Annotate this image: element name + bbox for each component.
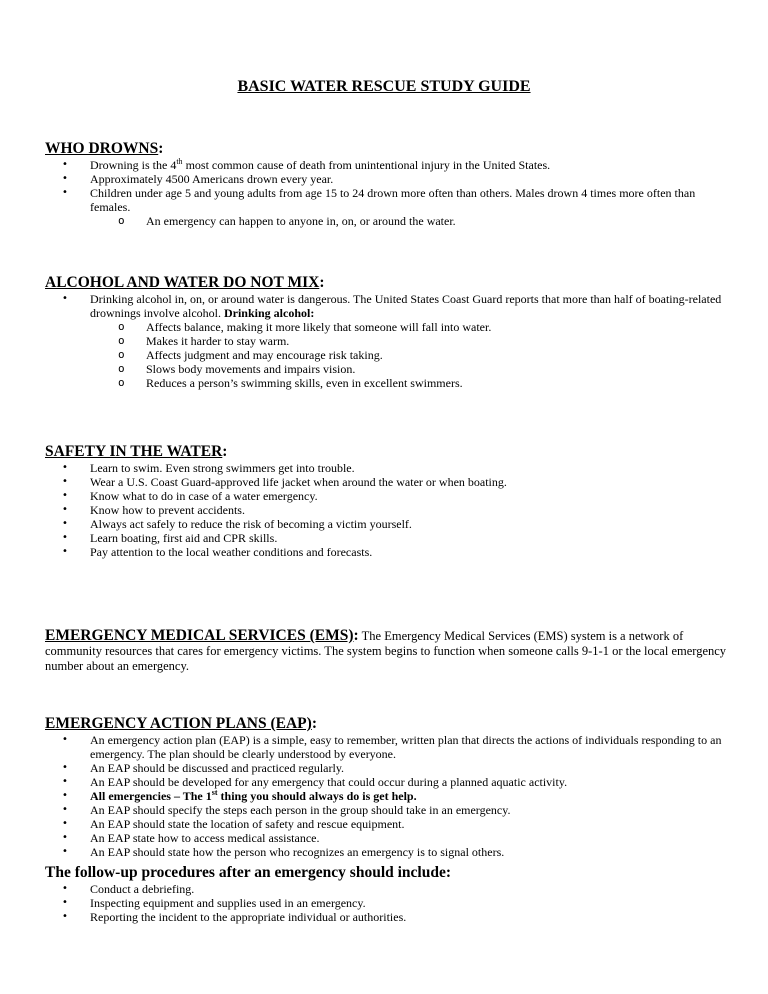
list-item: • An EAP should state how the person who recognizes an emergency is to signal others. (62, 845, 722, 859)
section-heading-ems: EMERGENCY MEDICAL SERVICES (EMS): (45, 627, 359, 644)
list-item: • Conduct a debriefing. (62, 882, 722, 896)
list-item: • All emergencies – The 1st thing you should always do is get help. (62, 789, 722, 803)
ems-description: The Emergency Medical Services (EMS) system is a network of community resources that cares for emergency victims. The system begins to function when someone calls 9-1-1 or the local emergency number about an emergency. (45, 629, 727, 673)
sub-list (90, 320, 722, 390)
followup-list (62, 882, 722, 924)
sub-list-item: o Slows body movements and impairs vision. (90, 362, 722, 376)
ems-paragraph (45, 628, 735, 674)
sub-list-item: o Affects judgment and may encourage risk taking. (90, 348, 722, 362)
sub-list-item: o An emergency can happen to anyone in, on, or around the water. (90, 214, 722, 228)
section-heading-alcohol: ALCOHOL AND WATER DO NOT MIX: (45, 274, 325, 291)
section-heading-followup: The follow-up procedures after an emergency should include: (45, 864, 452, 881)
list-item: • An EAP should specify the steps each person in the group should take in an emergency. (62, 803, 722, 817)
list-item: • Children under age 5 and young adults from age 15 to 24 drown more often than others. Males drown 4 times more often than females. o An emergency can happen to anyone in, on, or around the water. (62, 186, 722, 228)
section-heading-safety: SAFETY IN THE WATER: (45, 443, 228, 460)
list-item: • An emergency action plan (EAP) is a simple, easy to remember, written plan that directs the actions of individuals responding to an emergency. The plan should be clearly understood by everyone. (62, 733, 722, 761)
section-heading-who-drowns: WHO DROWNS: (45, 140, 164, 157)
eap-list (62, 733, 722, 859)
list-item: • Always act safely to reduce the risk of becoming a victim yourself. (62, 517, 722, 531)
list-item: • An EAP should be developed for any emergency that could occur during a planned aquatic activity. (62, 775, 722, 789)
list-item: • Know what to do in case of a water emergency. (62, 489, 722, 503)
list-item: • Inspecting equipment and supplies used in an emergency. (62, 896, 722, 910)
sub-list-item: o Makes it harder to stay warm. (90, 334, 722, 348)
list-item: • Learn to swim. Even strong swimmers get into trouble. (62, 461, 722, 475)
section-heading-eap: EMERGENCY ACTION PLANS (EAP): (45, 715, 317, 732)
list-item: • Pay attention to the local weather conditions and forecasts. (62, 545, 722, 559)
list-item: • An EAP should state the location of safety and rescue equipment. (62, 817, 722, 831)
safety-list (62, 461, 722, 559)
list-item: • Drowning is the 4th most common cause of death from unintentional injury in the United States. (62, 158, 722, 172)
alcohol-list (62, 292, 722, 390)
list-item: • Approximately 4500 Americans drown every year. (62, 172, 722, 186)
list-item: • Reporting the incident to the appropriate individual or authorities. (62, 910, 722, 924)
sub-list-item: o Affects balance, making it more likely that someone will fall into water. (90, 320, 722, 334)
list-item: • Wear a U.S. Coast Guard-approved life jacket when around the water or when boating. (62, 475, 722, 489)
page-title: BASIC WATER RESCUE STUDY GUIDE (237, 78, 531, 95)
list-item: • Drinking alcohol in, on, or around water is dangerous. The United States Coast Guard reports that more than half of boating-related drownings involve alcohol. Drinking alcohol: o Affects balance, making it more likely that someone will fall into water. o Makes it harder to stay warm. o Affects judgment and may encourage risk taking. o Slows body movements and impairs vision. o Reduces a person’s swimming skills, even in excellent swimmers. (62, 292, 722, 390)
sub-list (90, 214, 722, 228)
sub-list-item: o Reduces a person’s swimming skills, even in excellent swimmers. (90, 376, 722, 390)
list-item: • An EAP state how to access medical assistance. (62, 831, 722, 845)
list-item: • Know how to prevent accidents. (62, 503, 722, 517)
who-drowns-list (62, 158, 722, 228)
list-item: • An EAP should be discussed and practiced regularly. (62, 761, 722, 775)
list-item: • Learn boating, first aid and CPR skills. (62, 531, 722, 545)
